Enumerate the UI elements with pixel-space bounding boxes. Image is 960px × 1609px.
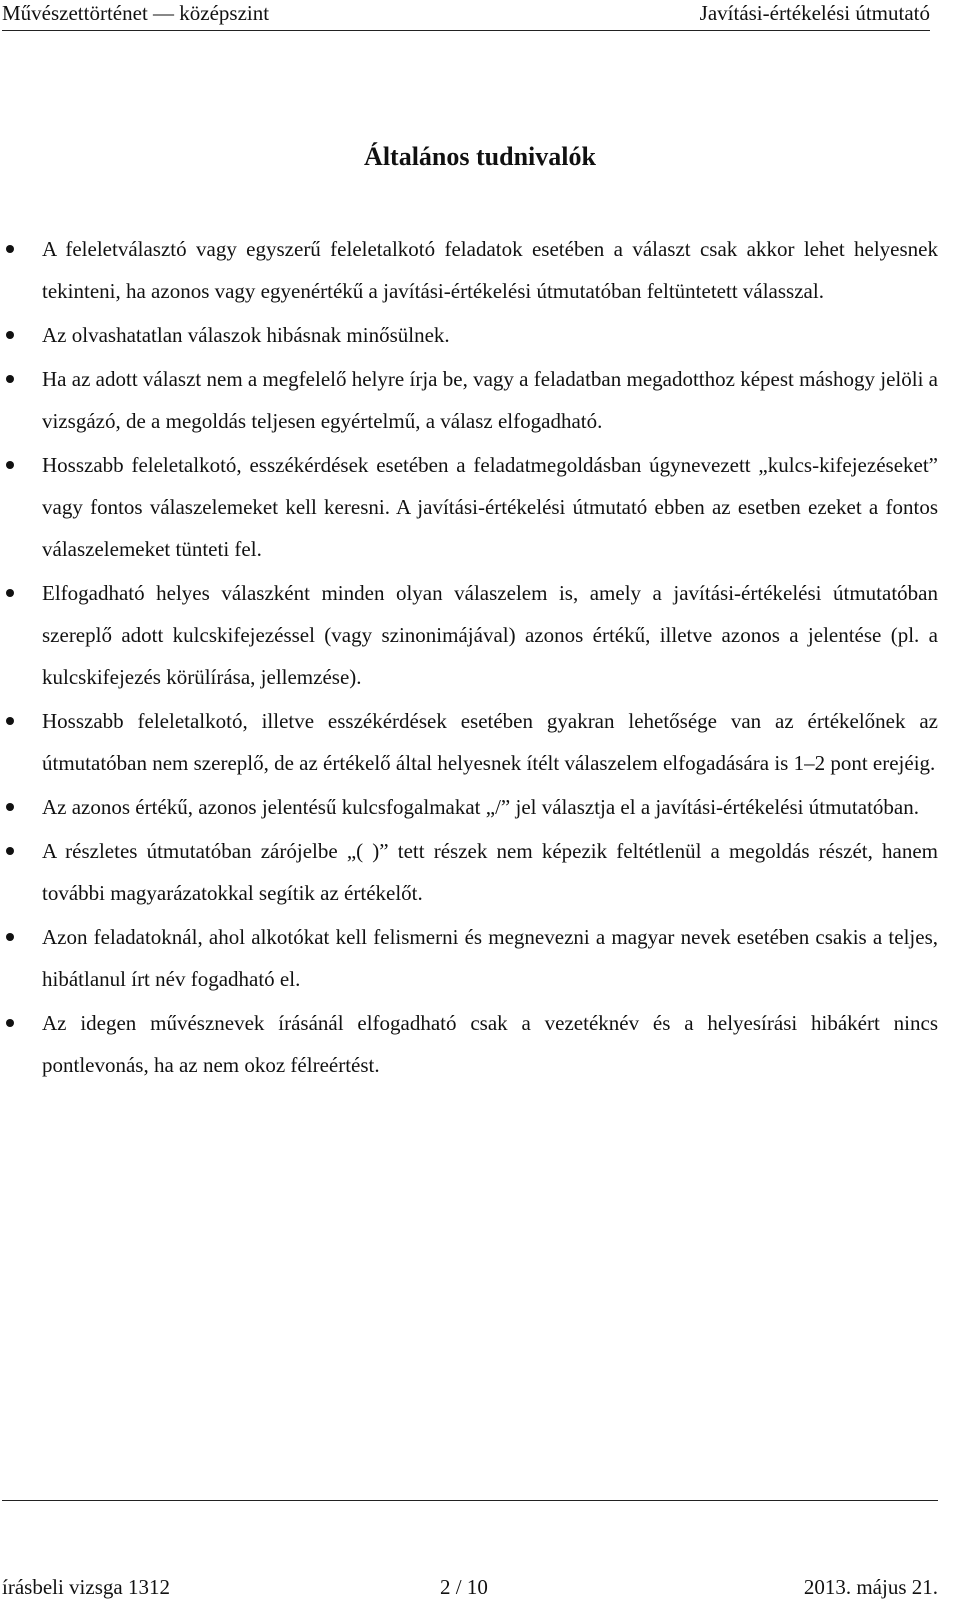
- list-item: [0, 228, 960, 312]
- bullet-icon: [6, 1019, 14, 1027]
- bullet-icon: [6, 245, 14, 253]
- list-item-text: Az azonos értékű, azonos jelentésű kulcsfogalmakat „/” jel választja el a javítási-értékelési útmutatóban.: [42, 795, 919, 819]
- page-footer: [0, 1574, 960, 1604]
- bullet-icon: [6, 847, 14, 855]
- header-divider: [2, 30, 930, 31]
- list-item: [0, 1002, 960, 1086]
- footer-exam-code: írásbeli vizsga 1312: [2, 1575, 170, 1599]
- list-item-text: Hosszabb feleletalkotó, esszékérdések esetében a feladatmegoldásban úgynevezett „kulcs-kifejezéseket” vagy fontos válaszelemeket kell keresni. A javítási-értékelési útmutató ebben az esetben ezeket a fontos válaszelemeket tünteti fel.: [42, 453, 938, 561]
- bullet-icon: [6, 461, 14, 469]
- bullet-icon: [6, 331, 14, 339]
- bullet-icon: [6, 933, 14, 941]
- bullet-icon: [6, 803, 14, 811]
- list-item-text: Elfogadható helyes válaszként minden olyan válaszelem is, amely a javítási-értékelési útmutatóban szereplő adott kulcskifejezéssel (vagy szinonimájával) azonos értékű, illetve azonos a jelentése (pl. a kulcskifejezés körülírása, jellemzése).: [42, 581, 938, 689]
- footer-divider: [2, 1500, 938, 1501]
- bullet-icon: [6, 717, 14, 725]
- footer-date: 2013. május 21.: [803, 1575, 938, 1599]
- list-item: [0, 700, 960, 784]
- list-item: [0, 314, 960, 356]
- list-item: [0, 358, 960, 442]
- list-item-text: A feleletválasztó vagy egyszerű feleletalkotó feladatok esetében a választ csak akkor lehet helyesnek tekinteni, ha azonos vagy egyenértékű a javítási-értékelési útmutatóban feltüntetett válasszal.: [42, 237, 938, 303]
- guidelines-list: [0, 228, 960, 1088]
- list-item-text: Az olvashatatlan válaszok hibásnak minősülnek.: [42, 323, 450, 347]
- footer-page-number: 2 / 10: [440, 1575, 488, 1599]
- page-title: Általános tudnivalók: [364, 142, 596, 171]
- list-item: [0, 444, 960, 570]
- list-item-text: A részletes útmutatóban zárójelbe „( )” tett részek nem képezik feltétlenül a megoldás részét, hanem további magyarázatokkal segítik az értékelőt.: [42, 839, 938, 905]
- bullet-icon: [6, 589, 14, 597]
- list-item-text: Hosszabb feleletalkotó, illetve esszékérdések esetében gyakran lehetősége van az értékelőnek az útmutatóban nem szereplő, de az értékelő által helyesnek ítélt válaszelem elfogadására is 1–2 pont erejéig.: [42, 709, 938, 775]
- bullet-icon: [6, 375, 14, 383]
- list-item: [0, 916, 960, 1000]
- list-item-text: Azon feladatoknál, ahol alkotókat kell felismerni és megnevezni a magyar nevek esetében csakis a teljes, hibátlanul írt név fogadható el.: [42, 925, 938, 991]
- header-doc-type: Javítási-értékelési útmutató: [699, 1, 930, 25]
- list-item: [0, 572, 960, 698]
- page-header: [0, 0, 960, 28]
- header-subject: Művészettörténet — középszint: [2, 1, 270, 25]
- list-item-text: Az idegen művésznevek írásánál elfogadható csak a vezetéknév és a helyesírási hibákért nincs pontlevonás, ha az nem okoz félreértést.: [42, 1011, 938, 1077]
- list-item: [0, 830, 960, 914]
- list-item-text: Ha az adott választ nem a megfelelő helyre írja be, vagy a feladatban megadotthoz képest máshogy jelöli a vizsgázó, de a megoldás teljesen egyértelmű, a válasz elfogadható.: [42, 367, 938, 433]
- list-item: [0, 786, 960, 828]
